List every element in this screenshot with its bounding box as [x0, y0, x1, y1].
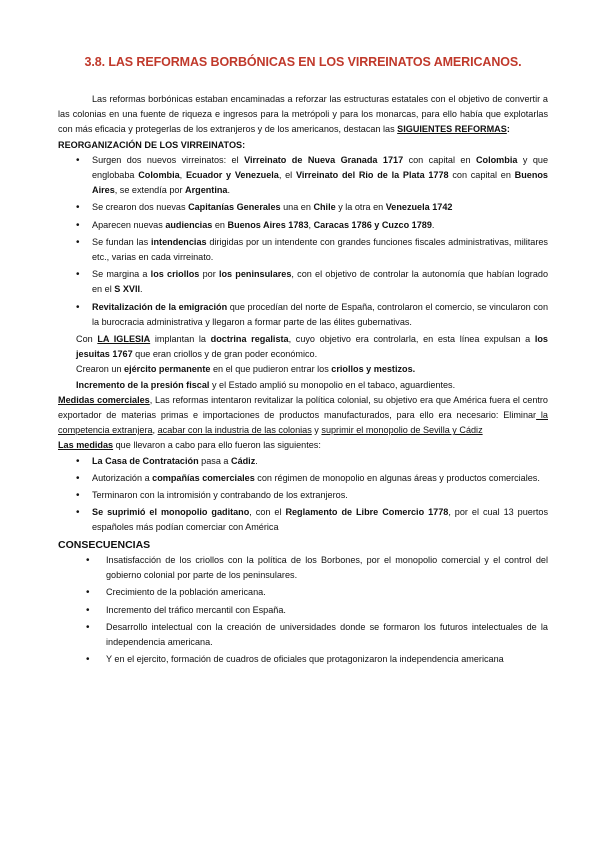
list-item: • Se fundan las intendencias dirigidas por un intendente con grandes funciones fiscales administrativas, militares etc., varias en cada virreinato.	[58, 235, 548, 265]
intro-text: Las reformas borbónicas estaban encaminadas a reforzar las estructuras estatales con el objetivo de convertir a las colonias en una fuente de riqueza e ingresos para la metrópoli y para los monarcas, para ello había que explotarlas con más eficacia y protegerlas de los extranjeros y de los americanos, destacan las	[58, 94, 548, 135]
list-item: • Terminaron con la intromisión y contrabando de los extranjeros.	[58, 488, 548, 503]
consecuencias-list	[58, 553, 548, 667]
list-item: • Insatisfacción de los criollos con la política de los Borbones, por el monopolio comercial y el control del gobierno colonial por parte de los peninsulares.	[58, 553, 548, 583]
reorg-heading: REORGANIZACIÓN DE LOS VIRREINATOS:	[58, 139, 246, 150]
list-item: • Desarrollo intelectual con la creación de universidades donde se formaron los futuros intelectuales de la independencia americana.	[58, 620, 548, 650]
medidas-list	[58, 454, 548, 536]
consecuencias-heading: CONSECUENCIAS	[58, 538, 151, 551]
list-item: • Se suprimió el monopolio gaditano, con el Reglamento de Libre Comercio 1778, por el cual 13 puertos españoles más podían comerciar con América	[58, 505, 548, 535]
list-item: • Se crearon dos nuevas Capitanías Generales una en Chile y la otra en Venezuela 1742	[58, 200, 548, 215]
list-item: • Revitalización de la emigración que procedían del norte de España, controlaron el comercio, se vincularon con la burocracia administrativa y llegaron a formar parte de las élites gubernativas.	[58, 300, 548, 330]
list-item: • Y en el ejercito, formación de cuadros de oficiales que protagonizaron la independencia americana	[58, 652, 548, 667]
list-item: • Se margina a los criollos por los peninsulares, con el objetivo de controlar la autonomía que habían logrado en el S XVII.	[58, 267, 548, 297]
fiscal-paragraph: Incremento de la presión fiscal y el Estado amplió su monopolio en el tabaco, aguardientes.	[76, 379, 456, 390]
iglesia-paragraph: Con LA IGLESIA implantan la doctrina regalista, cuyo objetivo era controlarla, en esta línea expulsan a los jesuitas 1767 que eran criollos y de gran poder económico.	[76, 334, 548, 360]
intro-colon: :	[506, 124, 510, 135]
list-item: • La Casa de Contratación pasa a Cádiz.	[58, 454, 548, 469]
reorg-list	[58, 153, 548, 330]
list-item: • Crecimiento de la población americana.	[58, 585, 548, 600]
document-body	[58, 92, 548, 669]
list-item: • Surgen dos nuevos virreinatos: el Virreinato de Nueva Granada 1717 con capital en Colombia y que englobaba Colombia, Ecuador y Venezuela, el Virreinato del Rio de la Plata 1778 con capital en Buenos Aires, se extendía por Argentina.	[58, 153, 548, 199]
list-item: • Autorización a compañías comerciales con régimen de monopolio en algunas áreas y productos comerciales.	[58, 471, 548, 486]
ejercito-paragraph: Crearon un ejército permanente en el que pudieron entrar los criollos y mestizos.	[76, 364, 416, 375]
intro-highlight: SIGUIENTES REFORMAS	[397, 124, 507, 135]
medidas-paragraph: Las medidas que llevaron a cabo para ello fueron las siguientes:	[58, 440, 321, 451]
comercio-paragraph: Medidas comerciales, Las reformas intentaron revitalizar la política colonial, su objetivo era que América fuera el centro exportador de materias primas e importaciones de productos manufacturados, para ello era necesario: Eliminar la competencia extranjera, acabar con la industria de las colonias y suprimir el monopolio de Sevilla y Cádiz	[58, 394, 548, 436]
page-title: 3.8. LAS REFORMAS BORBÓNICAS EN LOS VIRREINATOS AMERICANOS.	[84, 55, 522, 69]
intro-paragraph	[58, 92, 548, 138]
list-item: • Incremento del tráfico mercantil con España.	[58, 603, 548, 618]
list-item: • Aparecen nuevas audiencias en Buenos Aires 1783, Caracas 1786 y Cuzco 1789.	[58, 218, 548, 233]
